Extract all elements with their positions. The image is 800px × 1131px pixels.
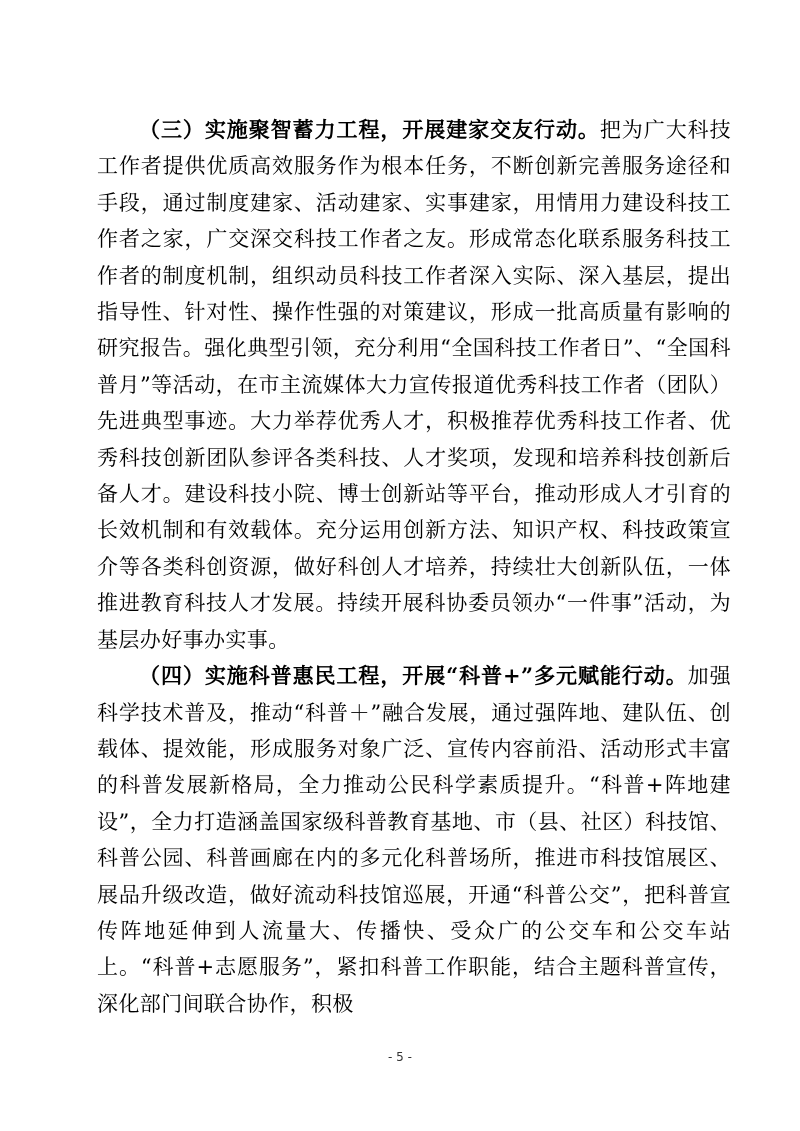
document-body xyxy=(97,112,731,1022)
paragraph-3 xyxy=(97,112,731,658)
paragraph-3-body: 把为广大科技工作者提供优质高效服务作为根本任务，不断创新完善服务途径和手段，通过制度建家、活动建家、实事建家，用情用力建设科技工作者之家，广交深交科技工作者之友。形成常态化联系服务科技工作者的制度机制，组织动员科技工作者深入实际、深入基层，提出指导性、针对性、操作性强的对策建议，形成一批高质量有影响的研究报告。强化典型引领，充分利用“全国科技工作者日”、“全国科普月”等活动，在市主流媒体大力宣传报道优秀科技工作者（团队）先进典型事迹。大力举荐优秀人才，积极推荐优秀科技工作者、优秀科技创新团队参评各类科技、人才奖项，发现和培养科技创新后备人才。建设科技小院、博士创新站等平台，推动形成人才引育的长效机制和有效载体。充分运用创新方法、知识产权、科技政策宣介等各类科创资源，做好科创人才培养，持续壮大创新队伍，一体推进教育科技人才发展。持续开展科协委员领办“一件事”活动，为基层办好事办实事。 xyxy=(97,118,731,652)
paragraph-4-heading: （四）实施科普惠民工程，开展“科普+”多元赋能行动。 xyxy=(139,663,688,689)
paragraph-4 xyxy=(97,658,731,1022)
page-number: - 5 - xyxy=(388,1050,412,1064)
paragraph-4-body: 加强科学技术普及，推动“科普＋”融合发展，通过强阵地、建队伍、创载体、提效能，形成服务对象广泛、宣传内容前沿、活动形式丰富的科普发展新格局，全力推动公民科学素质提升。“科普+阵地建设”，全力打造涵盖国家级科普教育基地、市（县、社区）科技馆、科普公园、科普画廊在内的多元化科普场所，推进市科技馆展区、展品升级改造，做好流动科技馆巡展，开通“科普公交”，把科普宣传阵地延伸到人流量大、传播快、受众广的公交车和公交车站上。“科普+志愿服务”，紧扣科普工作职能，结合主题科普宣传，深化部门间联合协作，积极 xyxy=(97,664,731,1016)
paragraph-3-heading: （三）实施聚智蓄力工程，开展建家交友行动。 xyxy=(139,117,600,142)
